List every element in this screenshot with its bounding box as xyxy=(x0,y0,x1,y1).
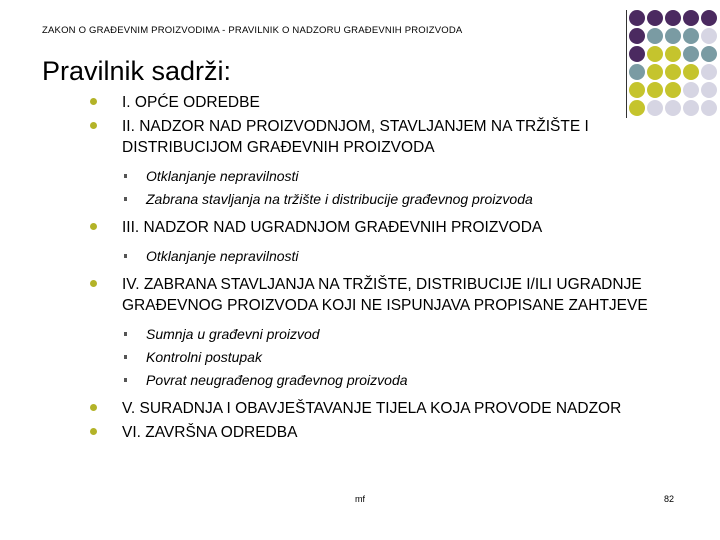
footer-page-number: 82 xyxy=(664,494,675,504)
decorative-dot xyxy=(701,10,717,26)
decorative-dot xyxy=(665,28,681,44)
decorative-dot xyxy=(701,64,717,80)
square-bullet-icon xyxy=(124,332,127,336)
decorative-dot xyxy=(647,28,663,44)
section-item xyxy=(90,398,690,419)
decorative-dot xyxy=(647,10,663,26)
subsection-text: Sumnja u građevni proizvod xyxy=(146,326,320,342)
subsection-item xyxy=(122,323,690,346)
square-bullet-icon xyxy=(124,174,127,178)
decorative-dot xyxy=(701,82,717,98)
subsection-item xyxy=(122,245,690,268)
section-title: I. OPĆE ODREDBE xyxy=(122,94,260,111)
section-item xyxy=(90,92,690,113)
section-title: V. SURADNJA I OBAVJEŠTAVANJE TIJELA KOJA PROVODE NADZOR xyxy=(122,400,622,417)
subsection-item xyxy=(122,346,690,369)
decorative-dot xyxy=(683,10,699,26)
decorative-dot xyxy=(629,28,645,44)
slide-title: Pravilnik sadrži: xyxy=(42,56,232,86)
footer-author: mf xyxy=(355,494,365,504)
decorative-dot xyxy=(701,46,717,62)
subsection-text: Povrat neugrađenog građevnog proizvoda xyxy=(146,372,408,388)
subsection-item xyxy=(122,165,690,188)
decorative-dot xyxy=(665,64,681,80)
decorative-dot xyxy=(683,46,699,62)
subsection-list xyxy=(122,323,690,392)
section-title: II. NADZOR NAD PROIZVODNJOM, STAVLJANJEM NA TRŽIŠTE I DISTRIBUCIJOM GRAĐEVNIH PROIZVODA xyxy=(122,118,589,156)
section-item xyxy=(90,274,690,392)
decorative-dot xyxy=(647,64,663,80)
decorative-dot xyxy=(629,46,645,62)
bullet-icon xyxy=(90,404,97,411)
subsection-text: Otklanjanje nepravilnosti xyxy=(146,168,299,184)
decorative-dot xyxy=(629,64,645,80)
subsection-text: Zabrana stavljanja na tržište i distribucije građevnog proizvoda xyxy=(146,191,533,207)
bullet-icon xyxy=(90,280,97,287)
section-title: VI. ZAVRŠNA ODREDBA xyxy=(122,424,298,441)
section-title: III. NADZOR NAD UGRADNJOM GRAĐEVNIH PROIZVODA xyxy=(122,219,543,236)
decorative-dot xyxy=(629,10,645,26)
decorative-dot xyxy=(701,100,717,116)
bullet-icon xyxy=(90,98,97,105)
decorative-dot xyxy=(665,10,681,26)
subsection-text: Kontrolni postupak xyxy=(146,349,262,365)
section-title: IV. ZABRANA STAVLJANJA NA TRŽIŠTE, DISTRIBUCIJE I/ILI UGRADNJE GRAĐEVNOG PROIZVODA KOJI NE ISPUNJAVA PROPISANE ZAHTJEVE xyxy=(122,276,648,314)
subsection-text: Otklanjanje nepravilnosti xyxy=(146,248,299,264)
decorative-dot xyxy=(683,28,699,44)
square-bullet-icon xyxy=(124,378,127,382)
subsection-list xyxy=(122,245,690,268)
subsection-item xyxy=(122,188,690,211)
decorative-dot xyxy=(647,46,663,62)
square-bullet-icon xyxy=(124,254,127,258)
bullet-icon xyxy=(90,122,97,129)
subsection-item xyxy=(122,369,690,392)
slide-header: ZAKON O GRAĐEVNIM PROIZVODIMA - PRAVILNIK O NADZORU GRAĐEVNIH PROIZVODA xyxy=(42,25,463,36)
subsection-list xyxy=(122,165,690,211)
square-bullet-icon xyxy=(124,355,127,359)
decorative-dot xyxy=(701,28,717,44)
decorative-dot xyxy=(683,64,699,80)
section-item xyxy=(90,217,690,268)
section-item xyxy=(90,422,690,443)
section-item xyxy=(90,116,690,211)
square-bullet-icon xyxy=(124,197,127,201)
bullet-icon xyxy=(90,223,97,230)
decorative-dot xyxy=(665,46,681,62)
bullet-icon xyxy=(90,428,97,435)
contents-list xyxy=(90,92,690,446)
